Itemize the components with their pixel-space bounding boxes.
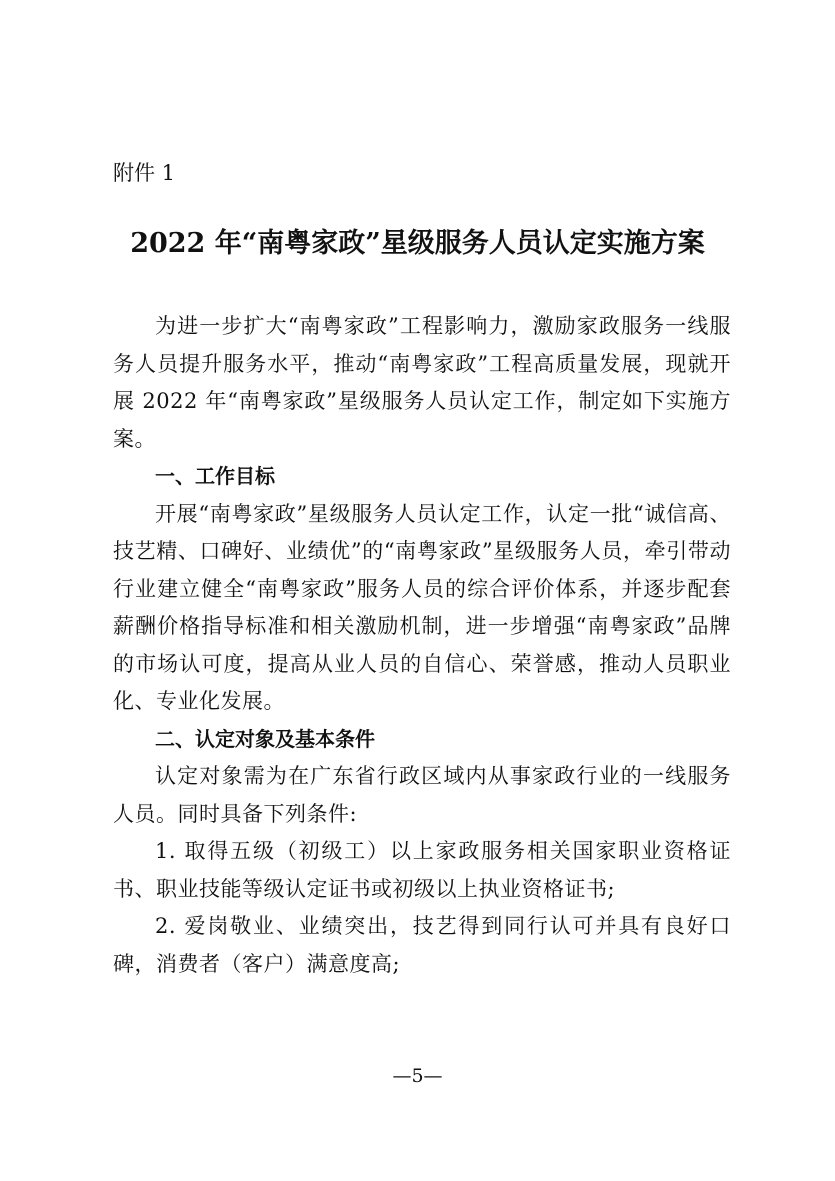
intro-paragraph: 为进一步扩大“南粤家政”工程影响力，激励家政服务一线服务人员提升服务水平，推动“南粤家政”工程高质量发展，现就开展 2022 年“南粤家政”星级服务人员认定工作，制定如下实施方案。 [113,314,731,451]
goals-paragraph: 开展“南粤家政”星级服务人员认定工作，认定一批“诚信高、技艺精、口碑好、业绩优”的“南粤家政”星级服务人员，牵引带动行业建立健全“南粤家政”服务人员的综合评价体系，并逐步配套薪酬价格指导标准和相关激励机制，进一步增强“南粤家政”品牌的市场认可度，提高从业人员的自信心、荣誉感，推动人员职业化、专业化发展。 [113,501,731,713]
criteria-item-1: 1. 取得五级（初级工）以上家政服务相关国家职业资格证书、职业技能等级认定证书或初级以上执业资格证书; [113,839,731,901]
attachment-label: 附件 1 [113,161,176,185]
document-body [113,308,731,983]
page-number: —5— [392,1065,443,1087]
criteria-paragraph: 认定对象需为在广东省行政区域内从事家政行业的一线服务人员。同时具备下列条件: [113,764,731,826]
criteria-item-2: 2. 爱岗敬业、业绩突出，技艺得到同行认可并具有良好口碑，消费者（客户）满意度高; [113,914,731,976]
section-heading-criteria: 二、认定对象及基本条件 [155,726,375,751]
section-heading-goals: 一、工作目标 [155,464,275,488]
document-title: 2022 年“南粤家政”星级服务人员认定实施方案 [130,228,705,259]
